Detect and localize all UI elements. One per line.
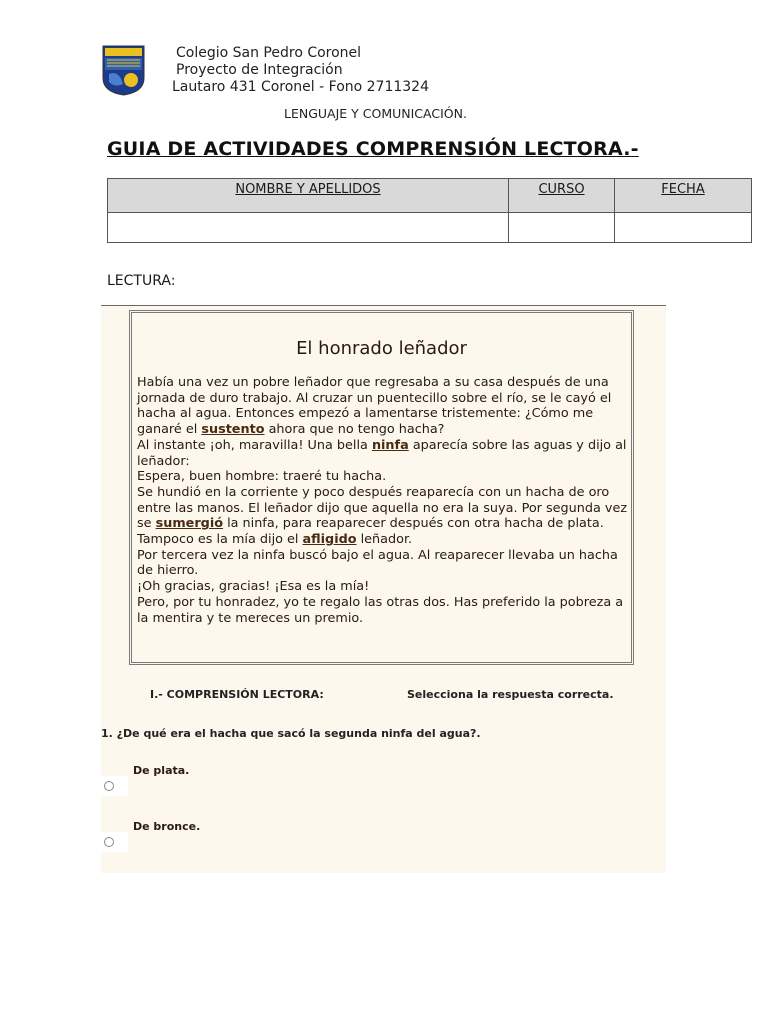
story-title: El honrado leñador <box>296 338 467 359</box>
keyword-sustento: sustento <box>201 422 265 438</box>
quiz-panel <box>101 671 666 873</box>
reading-panel <box>101 305 666 672</box>
school-crest-logo <box>101 44 146 96</box>
header-course: CURSO <box>509 179 615 213</box>
question-1: 1. ¿De qué era el hacha que sacó la segunda ninfa del agua?. <box>101 727 481 740</box>
program-name: Proyecto de Integración <box>176 62 343 78</box>
reading-box <box>129 310 634 665</box>
keyword-afligido: afligido <box>302 532 357 548</box>
story-paragraph: Tampoco es la mía dijo el afligido leñador. <box>137 532 413 548</box>
page-title: GUIA DE ACTIVIDADES COMPRENSIÓN LECTORA.- <box>107 138 639 160</box>
story-paragraph: Al instante ¡oh, maravilla! Una bella ninfa aparecía sobre las aguas y dijo al leñador: <box>137 437 627 469</box>
option-label: De plata. <box>133 764 190 777</box>
section-label: LECTURA: <box>107 273 176 289</box>
option-label: De bronce. <box>133 820 201 833</box>
student-info-table <box>107 178 752 243</box>
name-field[interactable] <box>108 213 509 243</box>
date-field[interactable] <box>615 213 752 243</box>
quiz-instruction: Selecciona la respuesta correcta. <box>407 688 614 701</box>
keyword-ninfa: ninfa <box>371 437 409 453</box>
header-name: NOMBRE Y APELLIDOS <box>108 179 509 213</box>
keyword-sumergio: sumergió <box>155 516 223 532</box>
quiz-section-title: I.- COMPRENSIÓN LECTORA: <box>150 688 324 701</box>
radio-option-plata[interactable] <box>104 781 114 791</box>
story-paragraph: ¡Oh gracias, gracias! ¡Esa es la mía! <box>137 579 370 595</box>
school-address: Lautaro 431 Coronel - Fono 2711324 <box>172 79 429 95</box>
school-name: Colegio San Pedro Coronel <box>176 45 362 61</box>
course-field[interactable] <box>509 213 615 243</box>
story-text <box>137 375 634 626</box>
story-paragraph: Pero, por tu honradez, yo te regalo las otras dos. Has preferido la pobreza a la mentira y te mereces un premio. <box>137 594 624 626</box>
radio-option-bronce[interactable] <box>104 837 114 847</box>
story-paragraph: Había una vez un pobre leñador que regresaba a su casa después de una jornada de duro trabajo. Al cruzar un puentecillo sobre el río, se le cayó el hacha al agua. Entonces empezó a lamentarse tristemente: ¿Cómo me ganaré el sustento ahora que no tengo hacha? <box>137 375 612 438</box>
story-paragraph: Por tercera vez la ninfa buscó bajo el agua. Al reaparecer llevaba un hacha de hierro. <box>137 547 618 579</box>
header-date: FECHA <box>615 179 752 213</box>
story-paragraph: Espera, buen hombre: traeré tu hacha. <box>137 469 387 485</box>
subject-label: LENGUAJE Y COMUNICACIÓN. <box>284 106 467 121</box>
story-paragraph: Se hundió en la corriente y poco después reaparecía con un hacha de oro entre las manos. El leñador dijo que aquella no era la suya. Por segunda vez se sumergió la ninfa, para reaparecer después con otra hacha de plata. <box>137 484 628 532</box>
